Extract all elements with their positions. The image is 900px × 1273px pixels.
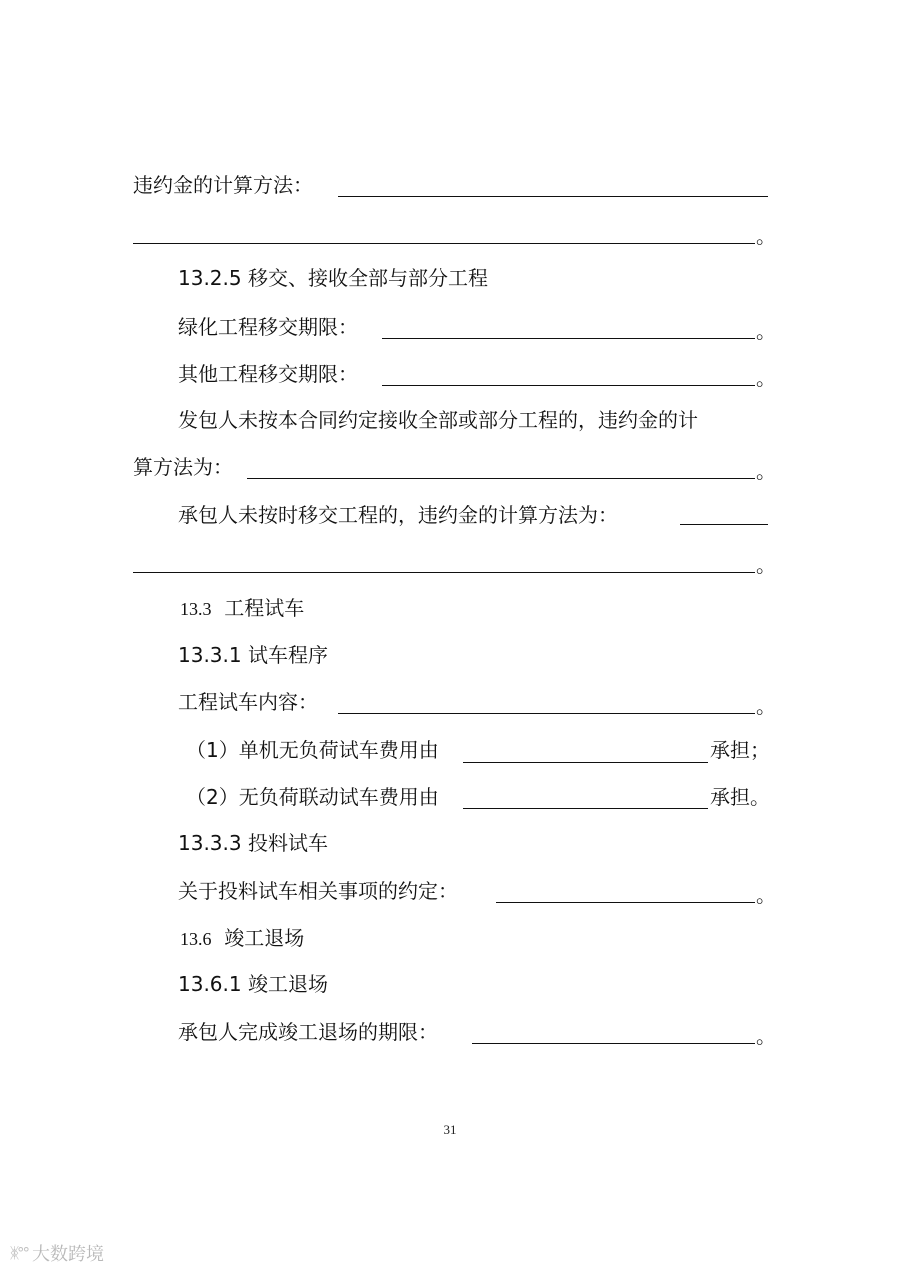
page-number: 31 [443,1122,457,1137]
linkage-cost-suffix: 承担。 [710,785,770,809]
period: 。 [756,459,776,483]
linkage-cost-label: （2）无负荷联动试车费用由 [186,785,439,809]
contractor-penalty-blank[interactable] [680,524,768,525]
other-handover-blank[interactable] [382,385,755,386]
section-13-6-heading [180,924,304,953]
period: 。 [756,883,776,907]
employer-penalty-text: 发包人未按本合同约定接收全部或部分工程的，违约金的计 [178,408,698,432]
period: 。 [756,1024,776,1048]
single-machine-cost-blank[interactable] [463,762,708,763]
period: 。 [756,319,776,343]
site-clearance-deadline-blank[interactable] [472,1043,755,1044]
watermark [10,1240,104,1266]
period: 。 [756,224,776,248]
period: 。 [756,366,776,390]
employer-penalty-blank[interactable] [247,478,755,479]
greening-handover-label: 绿化工程移交期限： [178,315,358,339]
feed-test-agreement-blank[interactable] [496,902,755,903]
penalty-calc-blank[interactable] [338,196,768,197]
feed-test-agreement-label: 关于投料试车相关事项的约定： [178,879,458,903]
single-machine-cost-label: （1）单机无负荷试车费用由 [186,738,439,762]
section-13-3-3-heading: 13.3.3 投料试车 [178,831,328,855]
penalty-calc-blank-2[interactable] [133,243,755,244]
period: 。 [756,694,776,718]
site-clearance-deadline-label: 承包人完成竣工退场的期限： [178,1020,438,1044]
single-machine-cost-suffix: 承担； [710,738,770,762]
linkage-cost-blank[interactable] [463,808,708,809]
section-title: 工程试车 [224,596,305,620]
watermark-text: 大数跨境 [32,1244,105,1265]
contractor-penalty-label: 承包人未按时移交工程的，违约金的计算方法为： [178,503,618,527]
period: 。 [756,553,776,577]
other-handover-label: 其他工程移交期限： [178,362,358,386]
test-run-content-blank[interactable] [338,713,755,714]
test-run-content-label: 工程试车内容： [178,690,318,714]
section-13-3-1-heading: 13.3.1 试车程序 [178,643,328,667]
section-13-2-5-heading: 13.2.5 移交、接收全部与部分工程 [178,266,488,290]
watermark-logo-icon: ᛤ°° [10,1244,29,1262]
section-13-3-heading [180,594,304,623]
section-number: 13.3 [180,599,212,619]
penalty-calc-label: 违约金的计算方法： [133,173,313,197]
section-13-6-1-heading: 13.6.1 竣工退场 [178,972,328,996]
greening-handover-blank[interactable] [382,338,755,339]
contractor-penalty-blank-2[interactable] [133,572,755,573]
section-title: 竣工退场 [224,926,305,950]
employer-penalty-label: 算方法为： [133,455,233,479]
section-number: 13.6 [180,929,212,949]
